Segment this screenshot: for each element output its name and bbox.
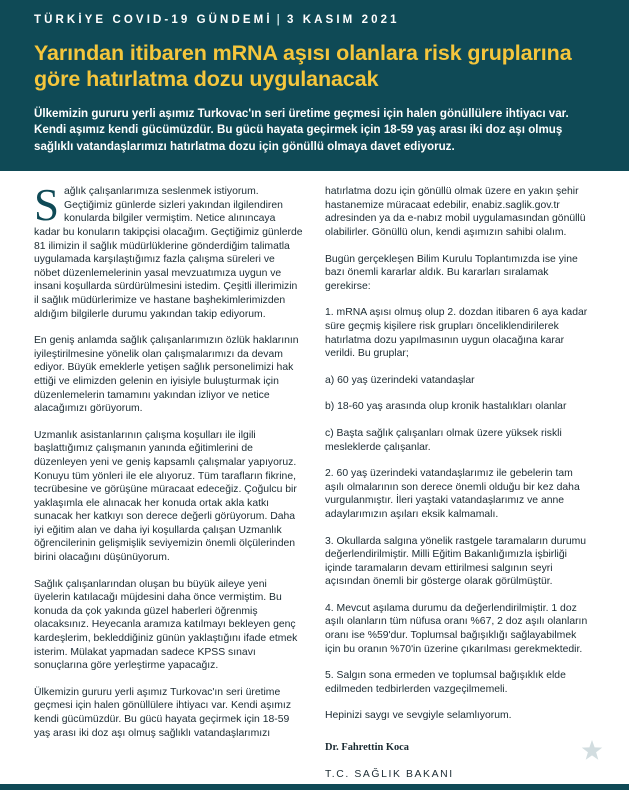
decision-item-3: 3. Okullarda salgına yönelik rastgele taramaların durumu değerlendirilmiştir. Milli Eğitim Bakanlığımızla işbirliği içinde taramaların devam ettirilmesi salgının seyri açısından önemli bir gösterge olarak görülmüştür. xyxy=(325,535,587,588)
crescent-star-emblem xyxy=(547,718,611,782)
decision-item-2: 2. 60 yaş üzerindeki vatandaşlarımız ile gebelerin tam aşılı olmalarının son derece önemli olduğu bir kez daha vurgulanmıştır. İleri yaştaki vatandaşlarımız ve anne adaylarımızın aşıları eksik kalmamalı. xyxy=(325,468,580,520)
left-column xyxy=(34,180,303,794)
paragraph: En geniş anlamda sağlık çalışanlarımızın özlük haklarının iyileştirilmesine yönelik olan çalışmalarımızı da devam ediyor. Büyük emeklerle yetişen sağlık personelimizi hak ettiği ve elimizden gelenin en iyisiyle buluşturmak için düzenlemelerin tamamını yakından izliyor ve netice alacağımızı görüyorum. xyxy=(34,335,299,415)
bottom-rule xyxy=(0,784,629,790)
decision-item-1c: c) Başta sağlık çalışanları olmak üzere yüksek riskli mesleklerde çalışanlar. xyxy=(325,427,562,453)
paragraph: Sağlık çalışanlarından oluşan bu büyük aileye yeni üyelerin katılacağı müjdesini daha önce vermiştim. Bu konuda da çok yakında güzel haberleri öğrenmiş olacaksınız. Heyecanla aramıza katılmayı bekleyen genç kardeşlerim, bekleddiğiniz günün yaklaştığını ifade etmek isterim. Mülakat yapmadan sadece KPSS sınavı sonuçlarına göre yerleştirme yapacağız. xyxy=(34,578,298,672)
paragraph-text: ağlık çalışanlarımıza seslenmek istiyorum. Geçtiğimiz günlerde sizleri yakından ilgilendiren konularda bilgiler vermiştim. Netice alınıncaya kadar bu konuların takipçisi olacağım. Geçtiğimiz günlerde 81 ilimizin il sağlık müdürlüklerine gönderdiğim talimatla uygulamada karşılaştığımız fazla çalışma süreleri ve nöbet düzenlemelerinin yasal mevzuatımıza uygun ve insani koşullarda sürdürülmesini istedim. Çeşitli illerimizin il sağlık müdürlerimize ve hastane başhekimlerimizden aldığım bilgilerle durumu yakından takip ediyorum. xyxy=(34,186,303,320)
paragraph: Bugün gerçekleşen Bilim Kurulu Toplantımızda ise yine bazı önemli kararlar aldık. Bu kararları sıralamak gerekirse: xyxy=(325,253,578,292)
drop-cap: S xyxy=(34,180,60,231)
paragraph xyxy=(34,180,303,321)
kicker-right-date: 3 KASIM 2021 xyxy=(286,14,400,26)
signature-title: T.C. SAĞLIK BAKANI xyxy=(325,768,454,780)
page-title: Yarından itibaren mRNA aşısı olanlara risk gruplarına göre hatırlatma dozu uygulanacak xyxy=(34,41,572,91)
decision-item-1: 1. mRNA aşısı olmuş olup 2. dozdan itibaren 6 aya kadar süre geçmiş kişilere risk grupları önceliklendirilerek hatırlatma dozu yapılmasının uygun olacağına karar verildi. Bu gruplar; xyxy=(325,307,588,360)
paragraph: Ülkemizin gururu yerli aşımız Turkovac'ın seri üretime geçmesi için halen gönüllülere ihtiyacı var. Kendi aşımız kendi gücümüzdür. Bu gücü hayata geçirmek için 18-59 yaş arası iki doz aşı olmuş sağlıklı vatandaşlarımızı xyxy=(34,686,292,739)
kicker-separator: | xyxy=(276,14,283,26)
header-band xyxy=(0,0,629,171)
signature-name: Dr. Fahrettin Koca xyxy=(325,742,409,754)
decision-item-5: 5. Salgın sona ermeden ve toplumsal bağışıklık elde edilmeden tedbirlerden vazgeçilmemeli. xyxy=(325,670,566,695)
kicker-left-text: TÜRKİYE COVID-19 GÜNDEMİ xyxy=(34,14,273,26)
decision-item-4: 4. Mevcut aşılama durumu da değerlendirilmiştir. 1 doz aşılı olanların tüm nüfusa oranı %67, 2 doz aşılı olanların oranı ise %59'dur. Toplumsal bağışıklığı sağlayabilmek için bu oranın %70'in üzerine çıkarılması gerekmektedir. xyxy=(325,602,588,655)
paragraph: Uzmanlık asistanlarının çalışma koşulları ile ilgili başlattığımız çalışmanın yanında eğitimlerini de düzenleyen yeni ve geniş kapsamlı çalışmalar yapıyoruz. Konuyu tüm yönleri ile ele alıyoruz. Tüm tarafların fikrine, tecrübesine ve görüşüne müracaat edeceğiz. Çoğulcu bir yaklaşımla ele alınacak her konuda ortak akla katkı sunacak her katkıyı son derece değerli görüyorum. Daha iyi eğitim alan ve daha iyi koşullarda çalışan Uzmanlık öğrencilerinin gelişmişlik seviyemizin önemli ölçülerinden birini olacağını düşünüyorum. xyxy=(34,429,297,564)
decision-item-1a: a) 60 yaş üzerindeki vatandaşlar xyxy=(325,374,475,386)
decision-item-1b: b) 18-60 yaş arasında olup kronik hastalıkları olanlar xyxy=(325,401,567,413)
closing-paragraph: Hepinizi saygı ve sevgiyle selamlıyorum. xyxy=(325,710,512,722)
standfirst-text: Ülkemizin gururu yerli aşımız Turkovac'ın seri üretime geçmesi için halen gönüllülere ihtiyacı var. Kendi aşımız kendi gücümüzdür. Bu gücü hayata geçirmek için 18-59 yaş arası iki doz aşı olmuş sağlıklı vatandaşlarımızı hatırlatma dozu için gönüllü olmaya davet ediyoruz. xyxy=(34,107,569,153)
article-body xyxy=(0,171,629,794)
kicker-line xyxy=(34,14,595,26)
paragraph: hatırlatma dozu için gönüllü olmak üzere en yakın şehir hastanemize müracaat edebilir, enabiz.saglik.gov.tr adresinden ya da e-nabız mobil uygulamasından gönüllü olabilirler. Gönüllü olun, kendi aşımızın sahibi olalım. xyxy=(325,186,586,238)
right-column xyxy=(325,185,594,794)
